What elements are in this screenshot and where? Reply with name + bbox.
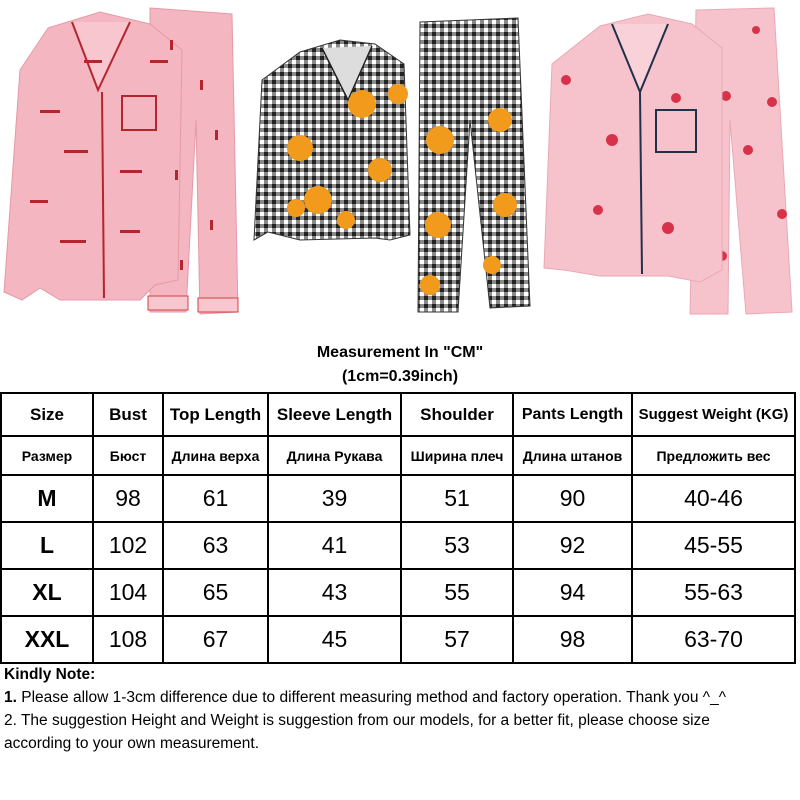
table-cell: 43 <box>268 569 401 616</box>
table-cell: 51 <box>401 475 513 522</box>
header-cell-ru: Длина верха <box>163 436 268 475</box>
pink-cherry-pajama-set <box>544 8 792 314</box>
header-cell: Size <box>1 393 93 436</box>
table-cell: 92 <box>513 522 632 569</box>
table-cell: 63 <box>163 522 268 569</box>
notes-section <box>4 663 796 755</box>
size-chart-table <box>0 392 796 664</box>
header-cell: Top Length <box>163 393 268 436</box>
table-cell: 67 <box>163 616 268 663</box>
table-cell: 40-46 <box>632 475 795 522</box>
header-cell-ru: Длина Рукава <box>268 436 401 475</box>
size-cell: XXL <box>1 616 93 663</box>
table-cell: 41 <box>268 522 401 569</box>
gingham-pants <box>418 18 530 312</box>
header-cell: Bust <box>93 393 163 436</box>
table-cell: 55-63 <box>632 569 795 616</box>
table-cell: 102 <box>93 522 163 569</box>
header-cell-ru: Предложить вес <box>632 436 795 475</box>
table-cell: 65 <box>163 569 268 616</box>
table-cell: 98 <box>93 475 163 522</box>
table-cell: 57 <box>401 616 513 663</box>
header-cell: Suggest Weight (KG) <box>632 393 795 436</box>
note-1 <box>4 686 796 709</box>
chart-title: Measurement In "CM" <box>316 344 484 361</box>
table-row <box>1 522 795 569</box>
header-cell-ru: Длина штанов <box>513 436 632 475</box>
note-2-line-1: 2. The suggestion Height and Weight is suggestion from our models, for a better fit, please choose size <box>4 712 710 729</box>
table-cell: 45 <box>268 616 401 663</box>
table-cell: 61 <box>163 475 268 522</box>
table-row <box>1 569 795 616</box>
header-cell-ru: Бюст <box>93 436 163 475</box>
size-cell: XL <box>1 569 93 616</box>
gingham-shirt <box>254 40 410 240</box>
note-2-line-2: according to your own measurement. <box>4 735 260 752</box>
table-cell: 55 <box>401 569 513 616</box>
unit-conversion: (1cm=0.39inch) <box>341 368 459 385</box>
table-cell: 94 <box>513 569 632 616</box>
header-row-ru <box>1 436 795 475</box>
table-row <box>1 475 795 522</box>
table-cell: 98 <box>513 616 632 663</box>
notes-heading: Kindly Note: <box>4 666 96 683</box>
header-cell-ru: Размер <box>1 436 93 475</box>
header-cell: Pants Length <box>513 393 632 436</box>
table-cell: 53 <box>401 522 513 569</box>
header-cell-ru: Ширина плеч <box>401 436 513 475</box>
table-cell: 39 <box>268 475 401 522</box>
note-1-text: Please allow 1-3cm difference due to different measuring method and factory operation. Thank you ^_^ <box>21 689 726 706</box>
header-cell: Sleeve Length <box>268 393 401 436</box>
note-1-number: 1. <box>4 689 17 706</box>
table-cell: 108 <box>93 616 163 663</box>
pink-print-pajama-set <box>4 8 238 314</box>
table-cell: 90 <box>513 475 632 522</box>
table-cell: 63-70 <box>632 616 795 663</box>
product-photos <box>0 0 800 330</box>
gingham-orange-pajama-set <box>254 18 530 312</box>
table-cell: 45-55 <box>632 522 795 569</box>
size-cell: L <box>1 522 93 569</box>
table-row <box>1 616 795 663</box>
cherry-shirt <box>544 14 722 282</box>
header-row-en <box>1 393 795 436</box>
table-cell: 104 <box>93 569 163 616</box>
header-cell: Shoulder <box>401 393 513 436</box>
size-cell: M <box>1 475 93 522</box>
